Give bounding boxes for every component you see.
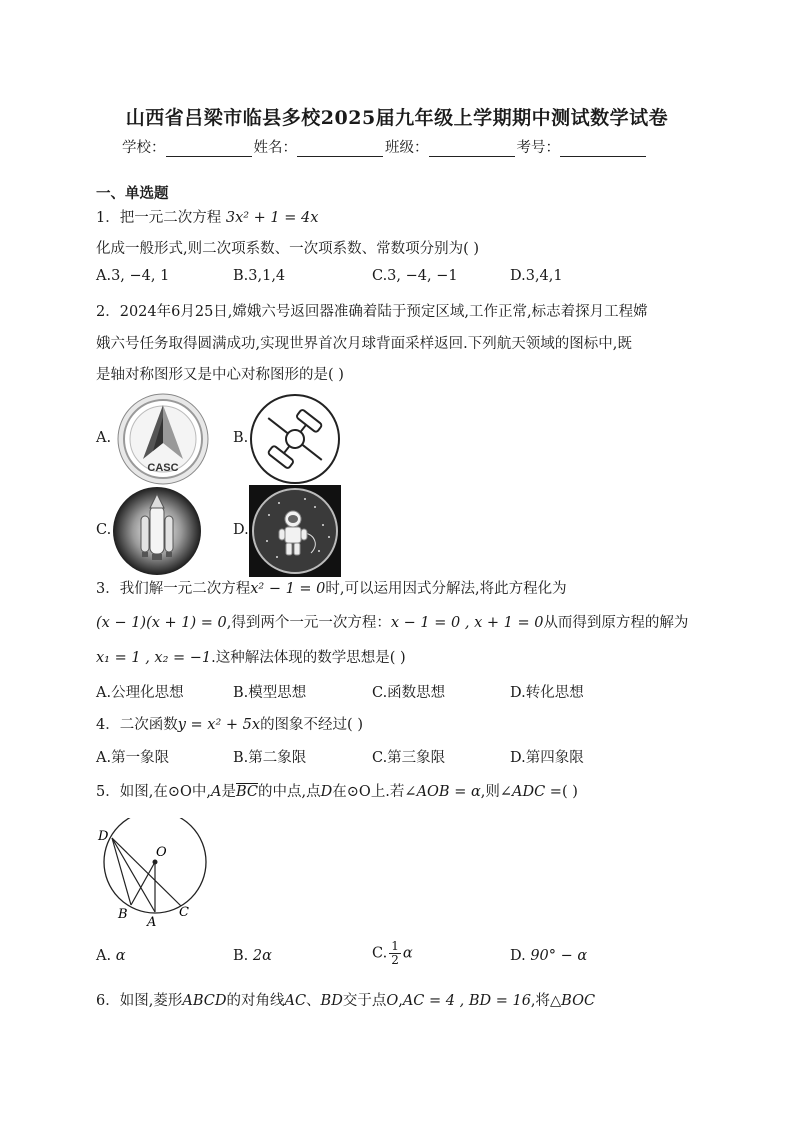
school-label: 学校： — [122, 140, 166, 156]
q1-option-d[interactable]: D.3,4,1 — [510, 268, 563, 284]
question-5-line: 5．如图,在⊙O中,A是$\overline{BC}$的中点,点D在⊙O上.若∠AOB = α,则∠ADC =( ) — [96, 784, 578, 800]
svg-text:C: C — [179, 905, 189, 920]
arc-bc: $\overline{BC}$ — [235, 784, 259, 800]
class-field[interactable] — [429, 140, 515, 157]
class-label: 班级： — [385, 140, 429, 156]
svg-text:A: A — [147, 915, 157, 930]
q5-option-d[interactable]: D. 90° − α — [510, 948, 588, 964]
q4-option-c[interactable]: C.第三象限 — [372, 750, 446, 766]
question-3-line-1: 3．我们解一元二次方程x² − 1 = 0时,可以运用因式分解法,将此方程化为 — [96, 581, 567, 597]
q3-option-c[interactable]: C.函数思想 — [372, 685, 446, 701]
question-2-line-1: 2．2024年6月25日,嫦娥六号返回器准确着陆于预定区域,工作正常,标志着探月工程嫦 — [96, 304, 648, 320]
casc-logo-icon[interactable] — [117, 393, 209, 485]
astronaut-icon[interactable] — [249, 485, 341, 577]
number-label: 考号： — [516, 140, 560, 156]
q2-option-c-label[interactable]: C. — [96, 522, 112, 538]
name-field[interactable] — [297, 140, 383, 157]
question-4-line: 4．二次函数y = x² + 5x的图象不经过( ) — [96, 717, 363, 733]
section-heading: 一、单选题 — [96, 185, 169, 202]
svg-text:D: D — [98, 829, 109, 844]
q5-option-c[interactable]: C. $\frac{1}{2}$ α — [372, 939, 413, 967]
q1-option-c[interactable]: C.3, −4, −1 — [372, 268, 458, 284]
q4-option-d[interactable]: D.第四象限 — [510, 750, 584, 766]
svg-text:O: O — [156, 845, 167, 860]
question-1-line-2: 化成一般形式,则二次项系数、一次项系数、常数项分别为( ) — [96, 241, 480, 257]
q3-option-d[interactable]: D.转化思想 — [510, 685, 584, 701]
q4-option-b[interactable]: B.第二象限 — [233, 750, 307, 766]
question-2-line-3: 是轴对称图形又是中心对称图形的是( ) — [96, 367, 344, 383]
exam-title: 山西省吕梁市临县多校2025届九年级上学期期中测试数学试卷 — [125, 107, 669, 129]
q2-option-d-label[interactable]: D. — [233, 522, 249, 538]
school-field[interactable] — [166, 140, 252, 157]
question-2-line-2: 娥六号任务取得圆满成功,实现世界首次月球背面采样返回.下列航天领域的图标中,既 — [96, 336, 632, 352]
q4-option-a[interactable]: A.第一象限 — [96, 750, 170, 766]
svg-text:B: B — [118, 907, 128, 922]
q1-option-a[interactable]: A.3, −4, 1 — [96, 268, 170, 284]
question-6-line: 6．如图,菱形ABCD的对角线AC、BD交于点O,AC = 4 , BD = 16,将△BOC — [96, 993, 596, 1009]
number-field[interactable] — [560, 140, 646, 157]
svg-text:CASC: CASC — [147, 462, 179, 474]
student-info-row — [122, 136, 648, 157]
q2-option-a-label[interactable]: A. — [96, 430, 112, 446]
rocket-icon[interactable] — [112, 486, 202, 576]
question-3-line-3: x₁ = 1 , x₂ = −1.这种解法体现的数学思想是( ) — [96, 650, 406, 666]
q1-option-b[interactable]: B.3,1,4 — [233, 268, 286, 284]
question-3-line-2: (x − 1)(x + 1) = 0,得到两个一元一次方程：x − 1 = 0 , x + 1 = 0从而得到原方程的解为 — [96, 615, 689, 631]
q2-option-b-label[interactable]: B. — [233, 430, 249, 446]
name-label: 姓名： — [253, 140, 297, 156]
q1-equation: 3x² + 1 = 4x — [225, 210, 319, 226]
q5-option-b[interactable]: B. 2α — [233, 948, 272, 964]
satellite-icon[interactable] — [249, 393, 341, 485]
q5-option-a[interactable]: A. α — [96, 948, 126, 964]
q3-option-a[interactable]: A.公理化思想 — [96, 685, 184, 701]
q3-option-b[interactable]: B.模型思想 — [233, 685, 307, 701]
circle-geometry-figure — [92, 818, 217, 930]
question-1-line-1: 1．把一元二次方程 3x² + 1 = 4x — [96, 210, 319, 226]
